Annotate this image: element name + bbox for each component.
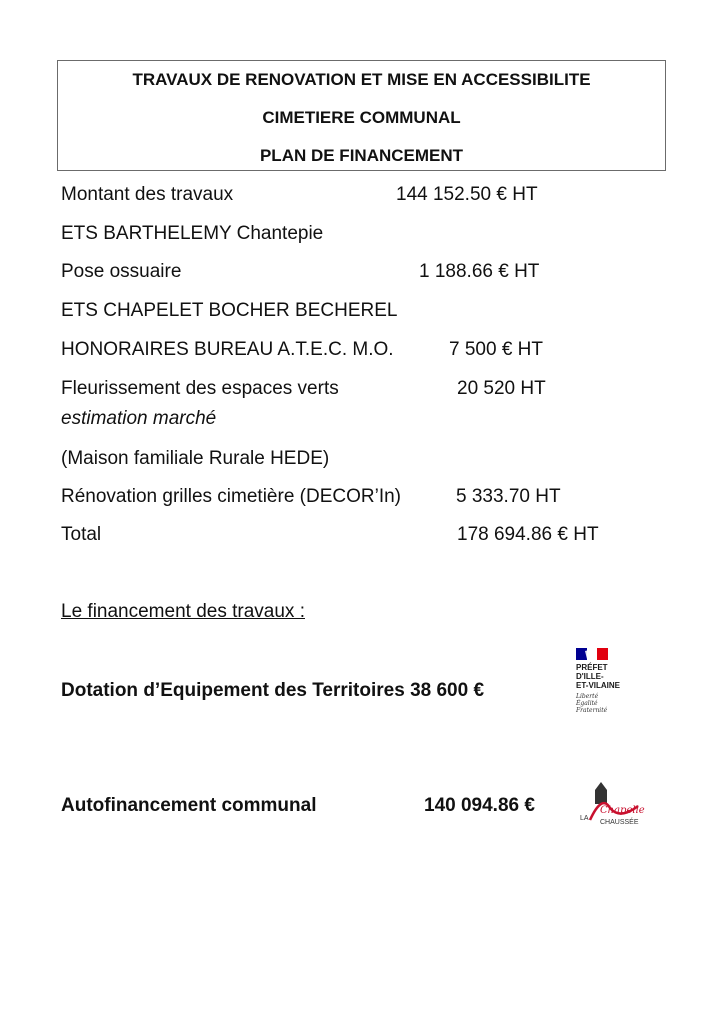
item-label-barthelemy: ETS BARTHELEMY Chantepie [61,223,324,244]
title-line-2: CIMETIERE COMMUNAL [262,108,461,127]
item-label-estimation: estimation marché [61,408,217,429]
item-label-fleurissement: Fleurissement des espaces verts [61,378,339,399]
item-amount-total: 178 694.86 € HT [457,524,599,545]
financing-dotation: Dotation d’Equipement des Territoires 38 600 € [61,680,485,701]
financing-autofinancement-label: Autofinancement communal [61,795,317,816]
commune-logo-left-text: LA [580,815,589,822]
prefet-devise-2: Égalité [576,700,598,707]
item-amount-ossuaire: 1 188.66 € HT [419,261,540,282]
item-amount-grilles: 5 333.70 HT [456,486,561,507]
item-amount-honoraires: 7 500 € HT [449,339,543,360]
commune-logo-right-text: CHAUSSÉE [600,819,639,826]
item-label-ossuaire: Pose ossuaire [61,261,182,282]
prefet-devise-1: Liberté [576,693,599,700]
item-label-total: Total [61,524,102,545]
item-amount-fleurissement: 20 520 HT [457,378,546,399]
financing-autofinancement-amount: 140 094.86 € [424,795,535,816]
marianne-flag-icon [576,648,608,660]
item-amount-montant: 144 152.50 € HT [396,184,538,205]
prefet-logo [574,645,644,725]
title-line-1: TRAVAUX DE RENOVATION ET MISE EN ACCESSIBILITE [132,70,591,89]
item-label-chapelet: ETS CHAPELET BOCHER BECHEREL [61,300,398,321]
prefet-name-line-1: PRÉFET [576,663,608,672]
commune-logo-graphic [580,780,646,828]
prefet-name-line-3: ET-VILAINE [576,681,621,690]
item-label-honoraires: HONORAIRES BUREAU A.T.E.C. M.O. [61,339,394,360]
financing-heading: Le financement des travaux : [61,601,305,622]
item-label-maison-familiale: (Maison familiale Rurale HEDE) [61,448,330,469]
commune-logo-script-text: Chapelle [600,805,645,816]
item-label-montant: Montant des travaux [61,184,234,205]
document-title-box [57,60,666,171]
prefet-name-line-2: D'ILLE- [576,672,604,681]
title-line-3: PLAN DE FINANCEMENT [259,146,464,165]
prefet-devise-3: Fraternité [576,707,608,714]
item-label-grilles: Rénovation grilles cimetière (DECOR’In) [61,486,401,507]
commune-logo [580,780,646,828]
